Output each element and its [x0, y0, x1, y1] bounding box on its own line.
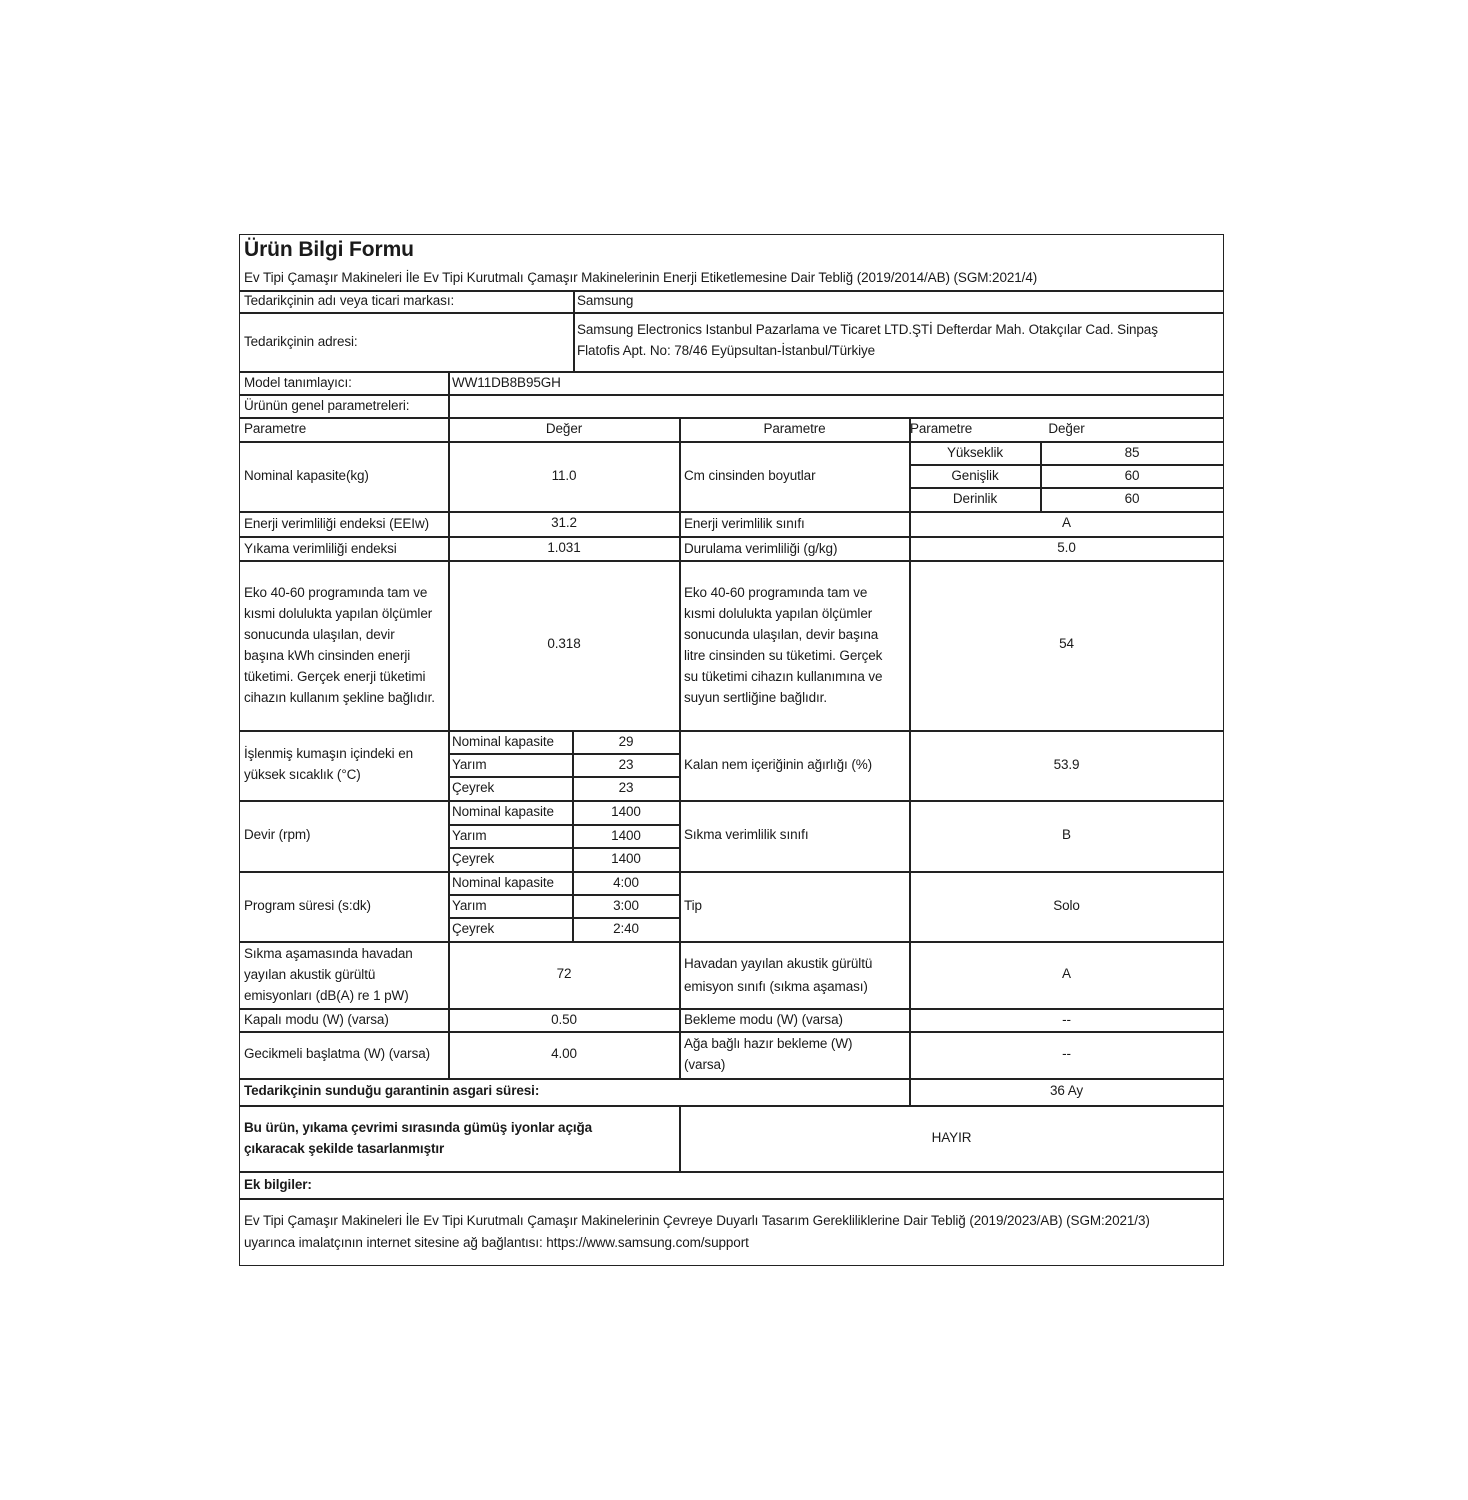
- water-cons-line: sonucunda ulaşılan, devir başına: [684, 627, 879, 642]
- supplier-address-line2: Flatofis Apt. No: 78/46 Eyüpsultan-İstanbul/Türkiye: [577, 343, 876, 358]
- duration-label: Program süresi (s:dk): [244, 898, 371, 913]
- water-cons-line: kısmi dolulukta yapılan ölçümler: [684, 606, 873, 621]
- moisture-label: Kalan nem içeriğinin ağırlığı (%): [684, 757, 873, 772]
- dimensions-label: Cm cinsinden boyutlar: [684, 468, 816, 483]
- spin-speed-half: 1400: [611, 828, 641, 843]
- delay-start-label: Gecikmeli başlatma (W) (varsa): [244, 1046, 431, 1061]
- temperature-quarter: 23: [618, 780, 634, 795]
- energy-cons-line: başına kWh cinsinden enerji: [244, 648, 411, 663]
- silver-ions-label: çıkaracak şekilde tasarlanmıştır: [244, 1141, 445, 1156]
- spin-speed-label: Devir (rpm): [244, 827, 311, 842]
- eei-label: Enerji verimliliği endeksi (EEIw): [244, 516, 430, 531]
- water-cons-line: su tüketimi cihazın kullanımına ve: [684, 669, 883, 684]
- header-value-right: Değer: [1048, 421, 1085, 436]
- header-param-left: Parametre: [244, 421, 307, 436]
- rule: [240, 1105, 1223, 1107]
- extra-info-line2: uyarınca imalatçının internet sitesine ağ bağlantısı: https://www.samsung.com/support: [244, 1235, 749, 1250]
- sub-label-quarter: Çeyrek: [452, 780, 495, 795]
- rule: [573, 290, 575, 371]
- rinse-eff-label: Durulama verimliliği (g/kg): [684, 541, 838, 556]
- energy-class-value: A: [1062, 515, 1071, 530]
- spin-class-label: Sıkma verimlilik sınıfı: [684, 827, 809, 842]
- type-value: Solo: [1053, 898, 1080, 913]
- header-param-right: Parametre: [910, 421, 973, 436]
- rule: [240, 871, 1223, 873]
- sub-label-nominal: Nominal kapasite: [452, 804, 554, 819]
- standby-label: Bekleme modu (W) (varsa): [684, 1012, 843, 1027]
- general-params-label: Ürünün genel parametreleri:: [244, 398, 410, 413]
- silver-ions-value: HAYIR: [931, 1130, 972, 1145]
- rule: [240, 560, 1223, 562]
- rinse-eff-value: 5.0: [1057, 540, 1076, 555]
- sub-label-quarter: Çeyrek: [452, 851, 495, 866]
- wash-eff-label: Yıkama verimliliği endeksi: [244, 541, 397, 556]
- header-value-left: Değer: [545, 421, 583, 436]
- height-value: 85: [1124, 445, 1140, 460]
- energy-cons-line: tüketimi. Gerçek enerji tüketimi: [244, 669, 426, 684]
- water-cons-line: suyun sertliğine bağlıdır.: [684, 690, 827, 705]
- energy-cons-line: kısmi dolulukta yapılan ölçümler: [244, 606, 433, 621]
- spin-speed-nominal: 1400: [611, 804, 641, 819]
- rule: [240, 1031, 1223, 1033]
- network-standby-label: Ağa bağlı hazır bekleme (W): [684, 1036, 853, 1051]
- width-label: Genişlik: [951, 468, 999, 483]
- silver-ions-label: Bu ürün, yıkama çevrimi sırasında gümüş iyonlar açığa: [244, 1120, 593, 1135]
- model-value: WW11DB8B95GH: [452, 375, 561, 390]
- energy-class-label: Enerji verimlilik sınıfı: [684, 516, 805, 531]
- sub-label-half: Yarım: [452, 757, 487, 772]
- supplier-name-label: Tedarikçinin adı veya ticari markası:: [244, 293, 455, 308]
- energy-cons-line: cihazın kullanım şekline bağlıdır.: [244, 690, 435, 705]
- off-mode-value: 0.50: [551, 1012, 577, 1027]
- wash-eff-value: 1.031: [547, 540, 581, 555]
- noise-label: Sıkma aşamasında havadan: [244, 946, 413, 961]
- duration-quarter: 2:40: [613, 921, 639, 936]
- standby-value: --: [1062, 1012, 1071, 1027]
- energy-cons-value: 0.318: [547, 636, 581, 651]
- duration-half: 3:00: [613, 898, 639, 913]
- spin-class-value: B: [1062, 827, 1071, 842]
- temperature-half: 23: [618, 757, 634, 772]
- sub-label-half: Yarım: [452, 828, 487, 843]
- rule: [679, 417, 681, 1078]
- supplier-name-value: Samsung: [577, 293, 634, 308]
- warranty-label: Tedarikçinin sunduğu garantinin asgari süresi:: [244, 1083, 540, 1098]
- height-label: Yükseklik: [946, 445, 1004, 460]
- rule: [240, 1171, 1223, 1173]
- form-subtitle: Ev Tipi Çamaşır Makineleri İle Ev Tipi Kurutmalı Çamaşır Makinelerinin Enerji Etiketlemesine Dair Tebliğ (2019/2014/AB) (SGM:2021/4): [244, 270, 1038, 285]
- rule: [240, 371, 1223, 373]
- spin-speed-quarter: 1400: [611, 851, 641, 866]
- water-cons-line: litre cinsinden su tüketimi. Gerçek: [684, 648, 883, 663]
- model-label: Model tanımlayıcı:: [244, 375, 352, 390]
- supplier-address-line1: Samsung Electronics Istanbul Pazarlama ve Ticaret LTD.ŞTİ Defterdar Mah. Otakçılar Cad. Sinpaş: [577, 322, 1158, 337]
- capacity-label: Nominal kapasite(kg): [244, 468, 369, 483]
- noise-label: yayılan akustik gürültü: [244, 967, 376, 982]
- noise-label: emisyonları (dB(A) re 1 pW): [244, 988, 409, 1003]
- temperature-nominal: 29: [618, 734, 634, 749]
- noise-class-value: A: [1062, 966, 1071, 981]
- header-param-right: Parametre: [763, 421, 826, 436]
- eei-value: 31.2: [551, 515, 577, 530]
- sub-label-nominal: Nominal kapasite: [452, 734, 554, 749]
- width-value: 60: [1124, 468, 1140, 483]
- sub-label-half: Yarım: [452, 898, 487, 913]
- extra-info-label: Ek bilgiler:: [244, 1177, 312, 1192]
- energy-cons-line: Eko 40-60 programında tam ve: [244, 585, 428, 600]
- energy-cons-line: sonucunda ulaşılan, devir: [244, 627, 395, 642]
- rule: [240, 730, 1223, 732]
- water-cons-value: 54: [1059, 636, 1074, 651]
- sub-label-quarter: Çeyrek: [452, 921, 495, 936]
- network-standby-label: (varsa): [684, 1057, 726, 1072]
- depth-value: 60: [1124, 491, 1140, 506]
- rule: [240, 800, 1223, 802]
- rule: [240, 1198, 1223, 1200]
- water-cons-line: Eko 40-60 programında tam ve: [684, 585, 868, 600]
- network-standby-value: --: [1062, 1046, 1071, 1061]
- noise-class-label: emisyon sınıfı (sıkma aşaması): [684, 979, 868, 994]
- extra-info-line1: Ev Tipi Çamaşır Makineleri İle Ev Tipi Kurutmalı Çamaşır Makinelerinin Çevreye Duyarlı Tasarım Gerekliliklerine Dair Tebliğ (2019/2023/AB) (SGM:2021/3): [244, 1213, 1150, 1228]
- noise-value: 72: [556, 966, 572, 981]
- temperature-label: yüksek sıcaklık (°C): [244, 767, 361, 782]
- delay-start-value: 4.00: [551, 1046, 577, 1061]
- rule: [240, 1078, 1223, 1080]
- supplier-address-label: Tedarikçinin adresi:: [244, 334, 358, 349]
- depth-label: Derinlik: [952, 491, 998, 506]
- type-label: Tip: [684, 898, 702, 913]
- warranty-value: 36 Ay: [1049, 1083, 1084, 1098]
- rule: [240, 941, 1223, 943]
- rule: [240, 312, 1223, 314]
- off-mode-label: Kapalı modu (W) (varsa): [244, 1012, 389, 1027]
- product-info-form: [239, 234, 1224, 1266]
- capacity-value: 11.0: [551, 468, 577, 483]
- noise-class-label: Havadan yayılan akustik gürültü: [684, 956, 873, 971]
- duration-nominal: 4:00: [613, 875, 639, 890]
- temperature-label: İşlenmiş kumaşın içindeki en: [244, 746, 414, 761]
- moisture-value: 53.9: [1053, 757, 1080, 772]
- form-title: Ürün Bilgi Formu: [244, 238, 414, 261]
- sub-label-nominal: Nominal kapasite: [452, 875, 554, 890]
